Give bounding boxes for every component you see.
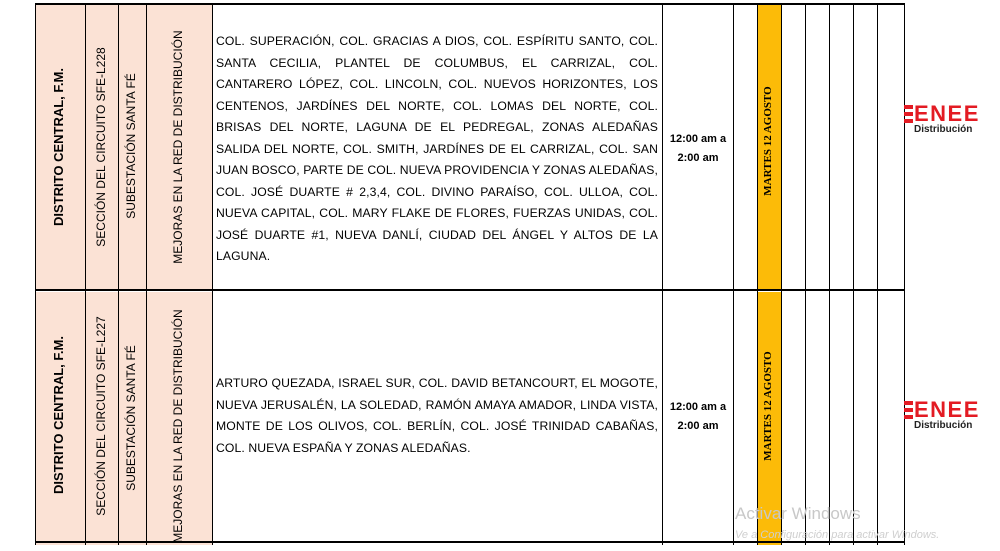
day-number xyxy=(836,0,844,1)
substation-label: SUBESTACIÓN SANTA FÉ xyxy=(124,73,138,219)
circuit-label: SECCIÓN DEL CIRCUITO SFE-L228 xyxy=(94,47,108,247)
activate-windows-watermark: Activar Windows xyxy=(735,504,861,523)
col-border xyxy=(877,3,878,545)
outage-date: MARTES 12 AGOSTO xyxy=(762,351,774,461)
col-border xyxy=(662,3,663,545)
col-border xyxy=(853,3,854,545)
col-border xyxy=(35,3,36,545)
work-type-label: MEJORAS EN LA RED DE DISTRIBUCIÓN xyxy=(171,309,185,543)
row-divider xyxy=(35,289,905,291)
day-number xyxy=(740,0,747,1)
col-border xyxy=(146,3,147,545)
day-number xyxy=(860,0,868,1)
day-number xyxy=(788,0,796,1)
day-number xyxy=(812,0,820,1)
activate-windows-subtext: Ve a Configuración para activar Windows. xyxy=(735,529,940,541)
work-type-label: MEJORAS EN LA RED DE DISTRIBUCIÓN xyxy=(171,30,185,264)
affected-areas: ARTURO QUEZADA, ISRAEL SUR, COL. DAVID BETANCOURT, EL MOGOTE, NUEVA JERUSALÉN, LA SOLEDAD, RAMÓN AMAYA AMADOR, LINDA VISTA, MONTE DE LOS OLIVOS, COL. BERLÍN, COL. JOSÉ TRINIDAD CABAÑAS, COL. NUEVA ESPAÑA Y ZONAS ALEDAÑAS. xyxy=(216,376,658,455)
col-border xyxy=(118,3,119,545)
col-border xyxy=(85,3,86,545)
col-border xyxy=(733,3,734,545)
outage-time xyxy=(664,398,732,436)
time-start: 12:00 am a xyxy=(669,133,727,145)
outage-date: MARTES 12 AGOSTO xyxy=(762,86,774,196)
enee-logo: ENEE Distribución xyxy=(904,104,996,136)
day-number xyxy=(884,0,892,1)
time-end: 2:00 am xyxy=(677,152,719,164)
day-number xyxy=(764,0,772,1)
table-bottom-border xyxy=(35,541,905,543)
outage-time xyxy=(664,130,732,168)
district-label: DISTRITO CENTRAL, F.M. xyxy=(51,68,66,226)
enee-logo: ENEE Distribución xyxy=(904,400,996,432)
table-top-border xyxy=(35,3,905,5)
enee-bars-icon xyxy=(904,401,913,419)
substation-label: SUBESTACIÓN SANTA FÉ xyxy=(124,345,138,491)
circuit-label: SECCIÓN DEL CIRCUITO SFE-L227 xyxy=(94,316,108,516)
col-border xyxy=(212,3,213,545)
col-border xyxy=(781,3,782,545)
col-border xyxy=(805,3,806,545)
col-border xyxy=(904,3,905,545)
time-start: 12:00 am a xyxy=(669,401,727,413)
district-label: DISTRITO CENTRAL, F.M. xyxy=(51,336,66,494)
enee-bars-icon xyxy=(904,105,913,123)
affected-areas: COL. SUPERACIÓN, COL. GRACIAS A DIOS, COL. ESPÍRITU SANTO, COL. SANTA CECILIA, PLANTEL DE COLUMBUS, EL CARRIZAL, COL. CANTARERO LÓPEZ, COL. LINCOLN, COL. NUEVOS HORIZONTES, LOS CENTENOS, JARDÍNES DEL NORTE, COL. LOMAS DEL NORTE, COL. BRISAS DEL NORTE, LAGUNA DE EL PEDREGAL, ZONAS ALEDAÑAS SALIDA DEL NORTE, COL. SMITH, JARDÍNES DE EL CARRIZAL, COL. SAN JUAN BOSCO, PARTE DE COL. NUEVA PROVIDENCIA Y ZONAS ALEDAÑAS, COL. JOSÉ DUARTE # 2,3,4, COL. DIVINO PARAÍSO, COL. ULLOA, COL. NUEVA CAPITAL, COL. MARY FLAKE DE FLORES, FUERZAS UNIDAS, COL. JOSÉ DUARTE #1, NUEVA DANLÍ, CIUDAD DEL ÁNGEL Y ALTOS DE LA LAGUNA. xyxy=(216,34,658,263)
col-border xyxy=(829,3,830,545)
col-border xyxy=(757,3,758,545)
time-end: 2:00 am xyxy=(677,420,719,432)
